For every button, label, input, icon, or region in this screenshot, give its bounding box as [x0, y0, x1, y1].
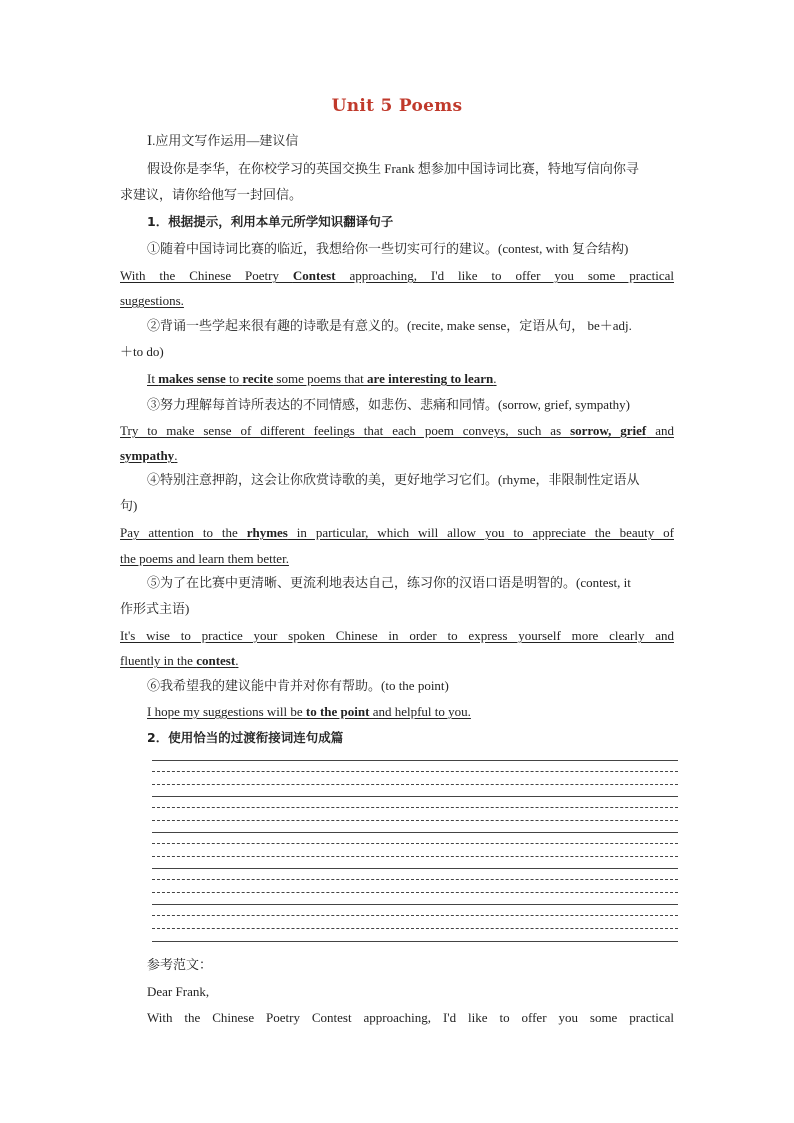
task2-heading: 2．使用恰当的过渡衔接词连句成篇	[147, 730, 344, 745]
prompt-line-1: 假设你是李华，在你校学习的英国交换生 Frank 想参加中国诗词比赛，特地写信向你寻	[147, 161, 639, 176]
question-2-line-1: ②背诵一些学起来很有趣的诗歌是有意义的。(recite, make sense，定语从句， be＋adj.	[147, 318, 632, 333]
question-5-line-2: 作形式主语)	[120, 601, 190, 616]
answer-3-line-1: Try to make sense of different feelings that each poem conveys, such as sorrow, grief and	[120, 423, 674, 438]
reference-body-line-1: With the Chinese Poetry Contest approaching, I'd like to offer you some practical	[147, 1010, 674, 1025]
answer-6: I hope my suggestions will be to the point and helpful to you.	[147, 704, 471, 719]
page-title: Unit 5 Poems	[331, 96, 463, 116]
answer-2: It makes sense to recite some poems that are interesting to learn.	[147, 371, 497, 386]
answer-5-line-2: fluently in the contest.	[120, 653, 239, 668]
answer-5-line-1: It's wise to practice your spoken Chinese in order to express yourself more clearly and	[120, 628, 674, 643]
question-3: ③努力理解每首诗所表达的不同情感，如悲伤、悲痛和同情。(sorrow, grief, sympathy)	[147, 397, 631, 412]
reference-heading: 参考范文：	[147, 957, 213, 972]
reference-greeting: Dear Frank,	[147, 984, 210, 999]
answer-1-line-2: suggestions.	[120, 293, 184, 308]
question-5-line-1: ⑤为了在比赛中更清晰、更流利地表达自己，练习你的汉语口语是明智的。(contest, it	[147, 575, 631, 590]
question-6: ⑥我希望我的建议能中肯并对你有帮助。(to the point)	[147, 678, 449, 693]
answer-1-line-1: With the Chinese Poetry Contest approaching, I'd like to offer you some practical	[120, 268, 674, 283]
task1-heading: 1．根据提示，利用本单元所学知识翻译句子	[147, 214, 394, 229]
question-4-line-1: ④特别注意押韵，这会让你欣赏诗歌的美，更好地学习它们。(rhyme，非限制性定语从	[147, 472, 640, 487]
section-heading: Ⅰ.应用文写作运用—建议信	[147, 133, 299, 148]
question-4-line-2: 句)	[120, 498, 138, 513]
question-2-line-2: ＋to do)	[120, 344, 164, 359]
answer-4-line-1: Pay attention to the rhymes in particular, which will allow you to appreciate the beauty of	[120, 525, 674, 540]
prompt-line-2: 求建议，请你给他写一封回信。	[120, 187, 303, 202]
answer-3-line-2: sympathy.	[120, 448, 178, 463]
question-1: ①随着中国诗词比赛的临近，我想给你一些切实可行的建议。(contest, with 复合结构)	[147, 241, 629, 256]
answer-4-line-2: the poems and learn them better.	[120, 551, 289, 566]
